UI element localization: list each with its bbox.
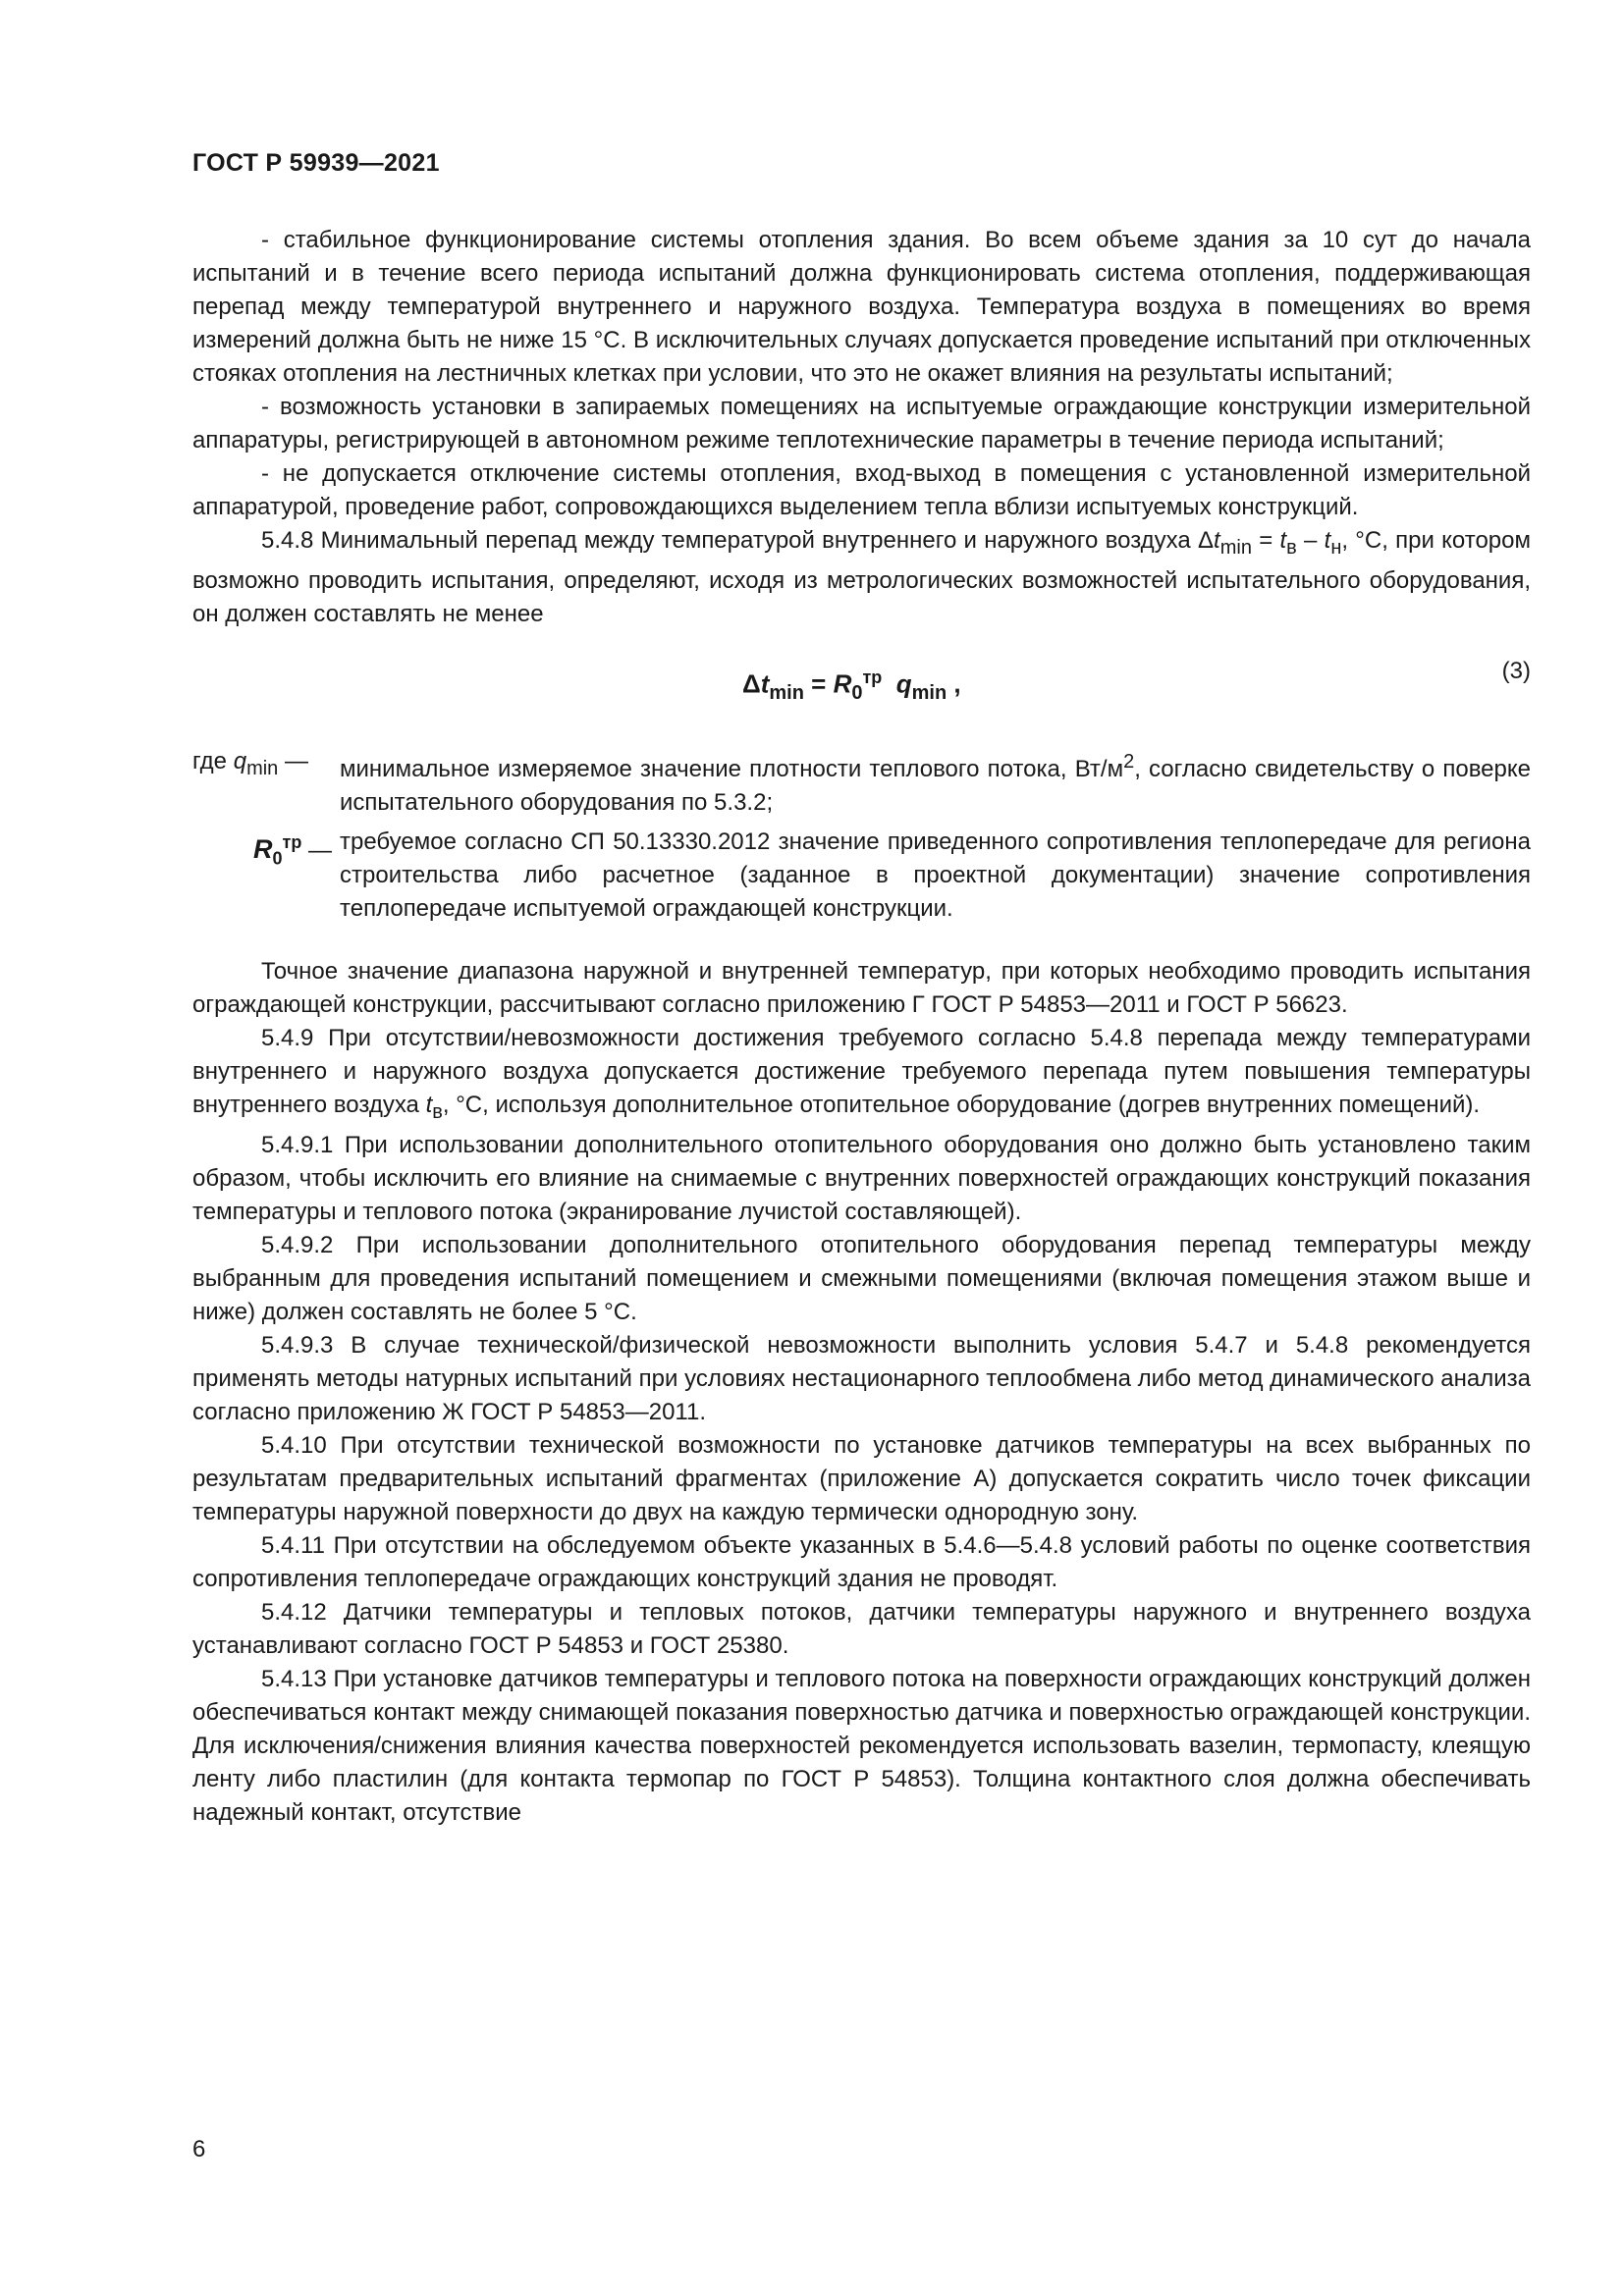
- where-text-r0: требуемое согласно СП 50.13330.2012 значение приведенного сопротивления теплопередаче для региона строительства либо расчетное (заданное в проектной документации) значение сопротивления теплопередаче испытуемой ограждающей конструкции.: [340, 828, 1531, 922]
- paragraph-5-4-11: 5.4.11 При отсутствии на обследуемом объекте указанных в 5.4.6—5.4.8 условий работы по оценке соответствия сопротивления теплопередаче ограждающих конструкций здания не проводят.: [192, 1531, 1531, 1592]
- where-text-qmin: минимальное измеряемое значение плотности теплового потока, $Вт/м^2$, согласно свидетельству о поверке испытательного оборудования по 5.3.2;: [340, 750, 1531, 816]
- page-number: 6: [192, 2136, 206, 2163]
- formula-3: [192, 649, 1531, 725]
- paragraph-5-4-9-1: 5.4.9.1 При использовании дополнительного отопительного оборудования оно должно быть установлено таким образом, чтобы исключить его влияние на снимаемые с внутренних поверхностей ограждающих конструкций показания температуры и теплового потока (экранирование лучистой составляющей).: [192, 1131, 1531, 1225]
- paragraph-measuring-equipment: - возможность установки в запираемых помещениях на испытуемые ограждающие конструкции измерительной аппаратуры, регистрирующей в автономном режиме теплотехнические параметры в течение периода испытаний;: [192, 394, 1531, 454]
- paragraph-5-4-9-3: 5.4.9.3 В случае технической/физической невозможности выполнить условия 5.4.7 и 5.4.8 рекомендуется применять методы натурных испытаний при условиях нестационарного теплообмена либо метод динамического анализа согласно приложению Ж ГОСТ Р 54853—2011.: [192, 1331, 1531, 1425]
- paragraph-5-4-12: 5.4.12 Датчики температуры и тепловых потоков, датчики температуры наружного и внутреннего воздуха устанавливают согласно ГОСТ Р 54853 и ГОСТ 25380.: [192, 1598, 1531, 1659]
- equation-number: (3): [1501, 657, 1531, 684]
- paragraph-5-4-9: 5.4.9 При отсутствии/невозможности достижения требуемого согласно 5.4.8 перепада между температурами внутреннего и наружного воздуха допускается достижение требуемого перепада путем повышения температуры внутреннего воздуха $t_в$, °С, используя дополнительное отопительное оборудование (догрев внутренних помещений).: [192, 1024, 1531, 1123]
- where-item-qmin: [192, 745, 1531, 820]
- paragraph-temperature-range: Точное значение диапазона наружной и внутренней температур, при которых необходимо проводить испытания ограждающей конструкции, рассчитывают согласно приложению Г ГОСТ Р 54853—2011 и ГОСТ Р 56623.: [192, 957, 1531, 1018]
- paragraph-heating-not-disabled: - не допускается отключение системы отопления, вход-выход в помещения с установленной измерительной аппаратурой, проведение работ, сопровождающихся выделением тепла вблизи испытуемых конструкций.: [192, 460, 1531, 520]
- where-label-qmin: где $q_{min}$ —: [192, 747, 308, 779]
- paragraph-5-4-10: 5.4.10 При отсутствии технической возможности по установке датчиков температуры на всех выбранных по результатам предварительных испытаний фрагментах (приложение А) допускается сократить число точек фиксации температуры наружной поверхности до двух на каждую термически однородную зону.: [192, 1431, 1531, 1525]
- document-body: [192, 224, 1531, 1830]
- where-label-r0: $R_0^{тр}$ —: [253, 831, 332, 869]
- where-item-r0: [192, 826, 1531, 926]
- paragraph-5-4-9-2: 5.4.9.2 При использовании дополнительного отопительного оборудования перепад температуры между выбранным для проведения испытаний помещением и смежными помещениями (включая помещения этажом выше и ниже) должен составлять не более 5 °С.: [192, 1231, 1531, 1325]
- paragraph-5-4-13: 5.4.13 При установке датчиков температуры и теплового потока на поверхности ограждающих конструкций должен обеспечиваться контакт между снимающей показания поверхностью датчика и поверхностью ограждающей конструкции. Для исключения/снижения влияния качества поверхностей рекомендуется использовать вазелин, термопасту, клеящую ленту либо пластилин (для контакта термопар по ГОСТ Р 54853). Толщина контактного слоя должна обеспечивать надежный контакт, отсутствие: [192, 1665, 1531, 1826]
- paragraph-5-4-8: 5.4.8 Минимальный перепад между температурой внутреннего и наружного воздуха $\Delta t_{min} = t_в - t_н$, °С, при котором возможно проводить испытания, определяют, исходя из метрологических возможностей испытательного оборудования, он должен составлять не менее: [192, 527, 1531, 627]
- paragraph-heating-stable: - стабильное функционирование системы отопления здания. Во всем объеме здания за 10 сут до начала испытаний и в течение всего периода испытаний должна функционировать система отопления, поддерживающая перепад между температурой внутреннего и наружного воздуха. Температура воздуха в помещениях во время измерений должна быть не ниже 15 °С. В исключительных случаях допускается проведение испытаний при отключенных стояках отопления на лестничных клетках при условии, что это не окажет влияния на результаты испытаний;: [192, 227, 1531, 387]
- formula-expression: $\Delta t_{min} = R_0^{тр}$ $q_{min}$ ,: [742, 667, 961, 704]
- document-header-id: ГОСТ Р 59939—2021: [192, 149, 440, 177]
